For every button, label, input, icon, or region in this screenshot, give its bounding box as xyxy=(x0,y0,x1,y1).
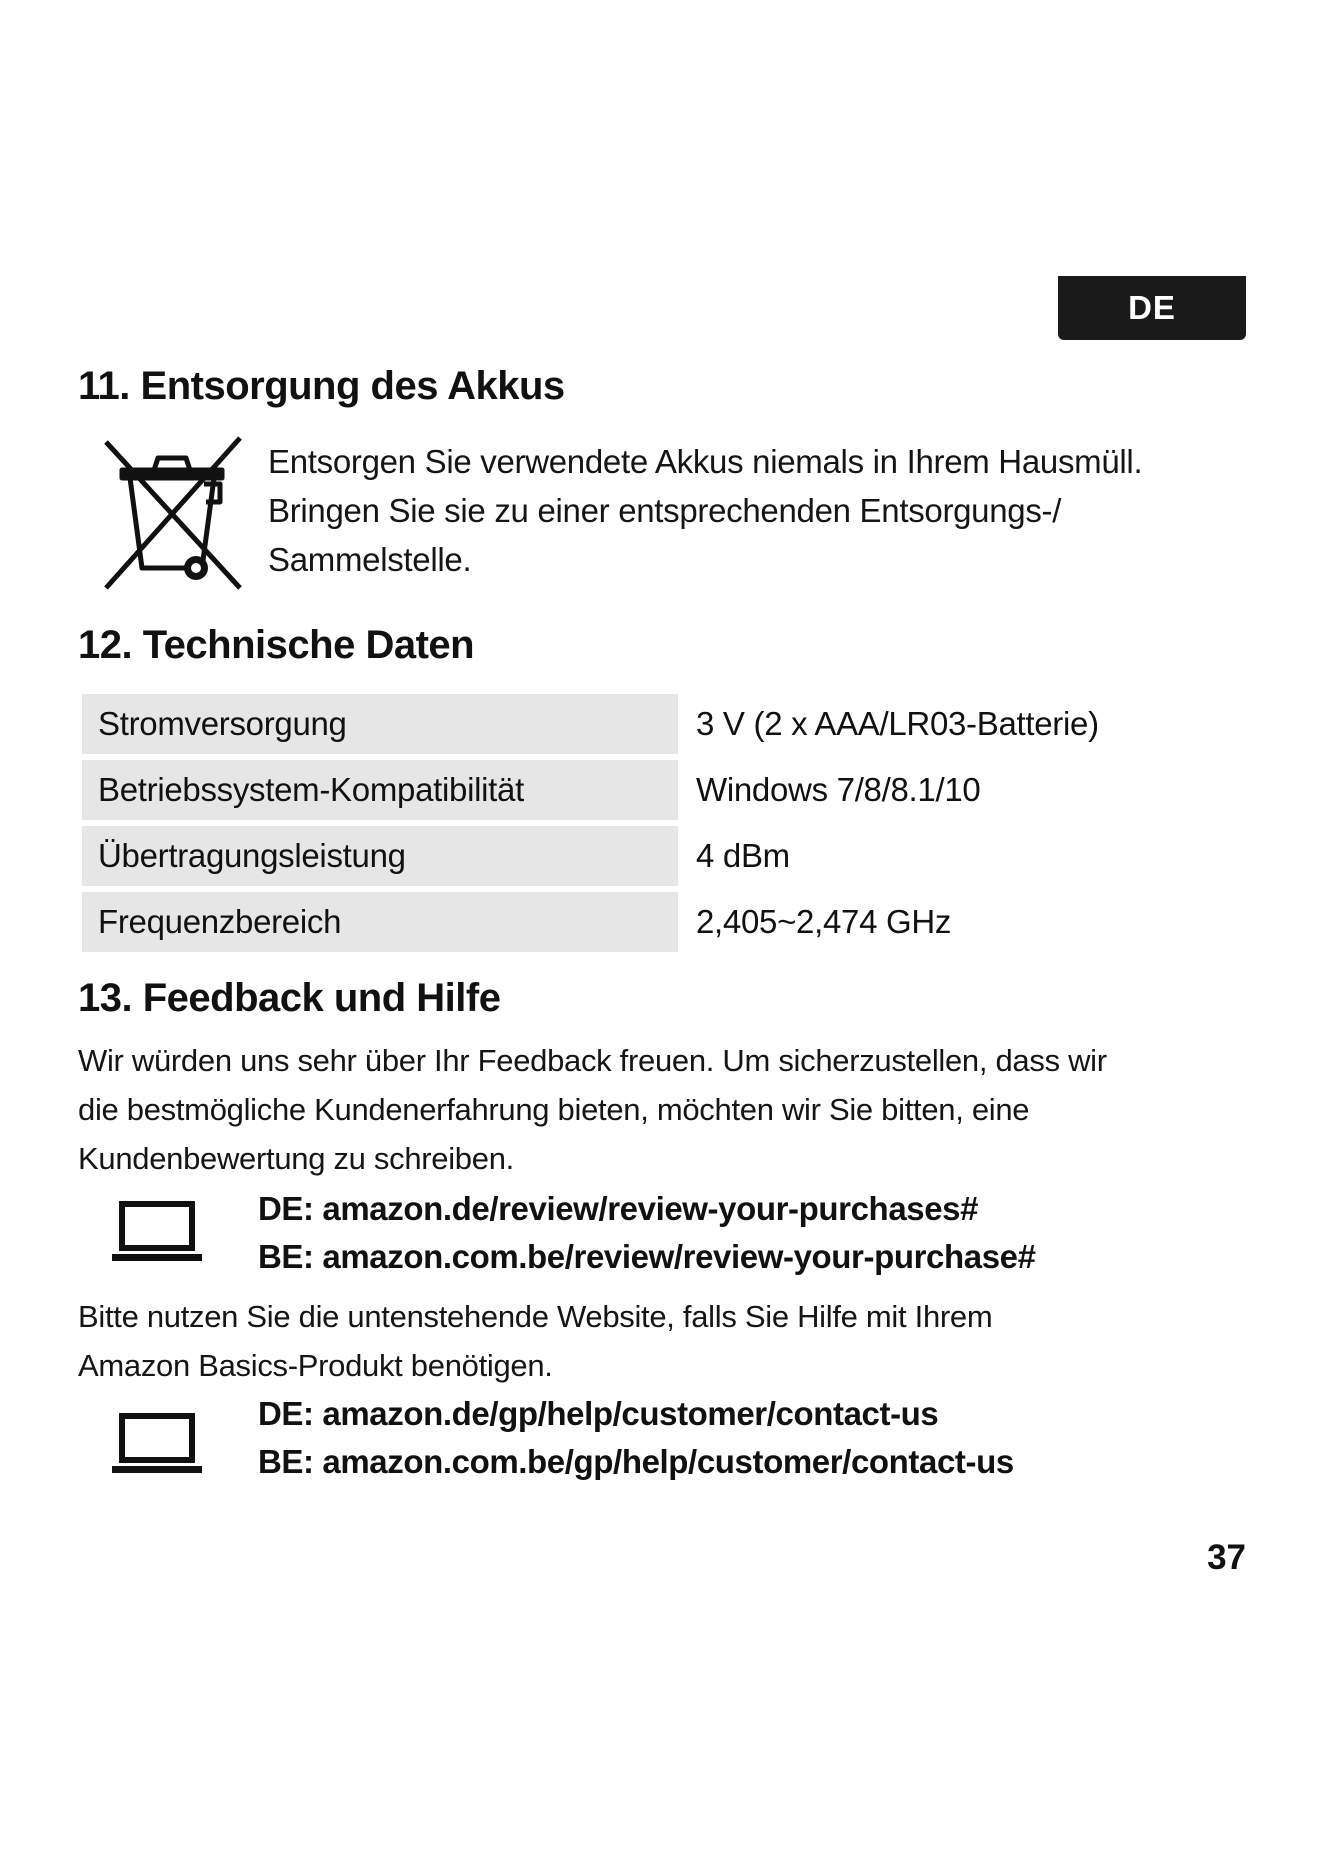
table-row xyxy=(82,694,1182,754)
help-line: Amazon Basics-Produkt benötigen. xyxy=(78,1348,553,1383)
spec-label: Übertragungsleistung xyxy=(82,826,678,886)
disposal-line: Bringen Sie sie zu einer entsprechenden Entsorgungs-/ xyxy=(268,492,1062,529)
spec-label: Betriebssystem-Kompatibilität xyxy=(82,760,678,820)
laptop-icon xyxy=(110,1200,204,1264)
spec-value: 2,405~2,474 GHz xyxy=(696,903,952,940)
help-text xyxy=(78,1292,992,1390)
help-link-de[interactable]: DE: amazon.de/gp/help/customer/contact-us xyxy=(258,1395,939,1432)
feedback-line: Wir würden uns sehr über Ihr Feedback freuen. Um sicherzustellen, dass wir xyxy=(78,1043,1107,1078)
spec-label: Frequenzbereich xyxy=(82,892,678,952)
spec-value: Windows 7/8/8.1/10 xyxy=(696,771,981,808)
feedback-line: Kundenbewertung zu schreiben. xyxy=(78,1141,514,1176)
disposal-line: Sammelstelle. xyxy=(268,541,472,578)
spec-value: 3 V (2 x AAA/LR03-Batterie) xyxy=(696,705,1099,742)
disposal-line: Entsorgen Sie verwendete Akkus niemals in Ihrem Hausmüll. xyxy=(268,443,1143,480)
table-row xyxy=(82,826,1182,886)
table-row xyxy=(82,892,1182,952)
spec-table xyxy=(82,688,1182,958)
laptop-icon xyxy=(110,1412,204,1476)
disposal-text xyxy=(268,437,1142,584)
spec-value: 4 dBm xyxy=(696,837,790,874)
review-link-be[interactable]: BE: amazon.com.be/review/review-your-purchase# xyxy=(258,1238,1036,1275)
review-links xyxy=(258,1185,1036,1281)
feedback-intro xyxy=(78,1036,1107,1183)
crossed-out-wheelie-bin-icon xyxy=(92,428,252,592)
section-heading-disposal: 11. Entsorgung des Akkus xyxy=(78,364,565,408)
language-tab: DE xyxy=(1058,276,1246,340)
spec-label: Stromversorgung xyxy=(82,694,678,754)
review-link-de[interactable]: DE: amazon.de/review/review-your-purchases# xyxy=(258,1190,979,1227)
feedback-line: die bestmögliche Kundenerfahrung bieten, möchten wir Sie bitten, eine xyxy=(78,1092,1030,1127)
page-number: 37 xyxy=(1207,1538,1246,1577)
section-heading-feedback: 13. Feedback und Hilfe xyxy=(78,976,501,1020)
section-heading-specs: 12. Technische Daten xyxy=(78,623,475,667)
help-links xyxy=(258,1390,1014,1486)
help-line: Bitte nutzen Sie die untenstehende Website, falls Sie Hilfe mit Ihrem xyxy=(78,1299,993,1334)
table-row xyxy=(82,760,1182,820)
help-link-be[interactable]: BE: amazon.com.be/gp/help/customer/contact-us xyxy=(258,1443,1014,1480)
